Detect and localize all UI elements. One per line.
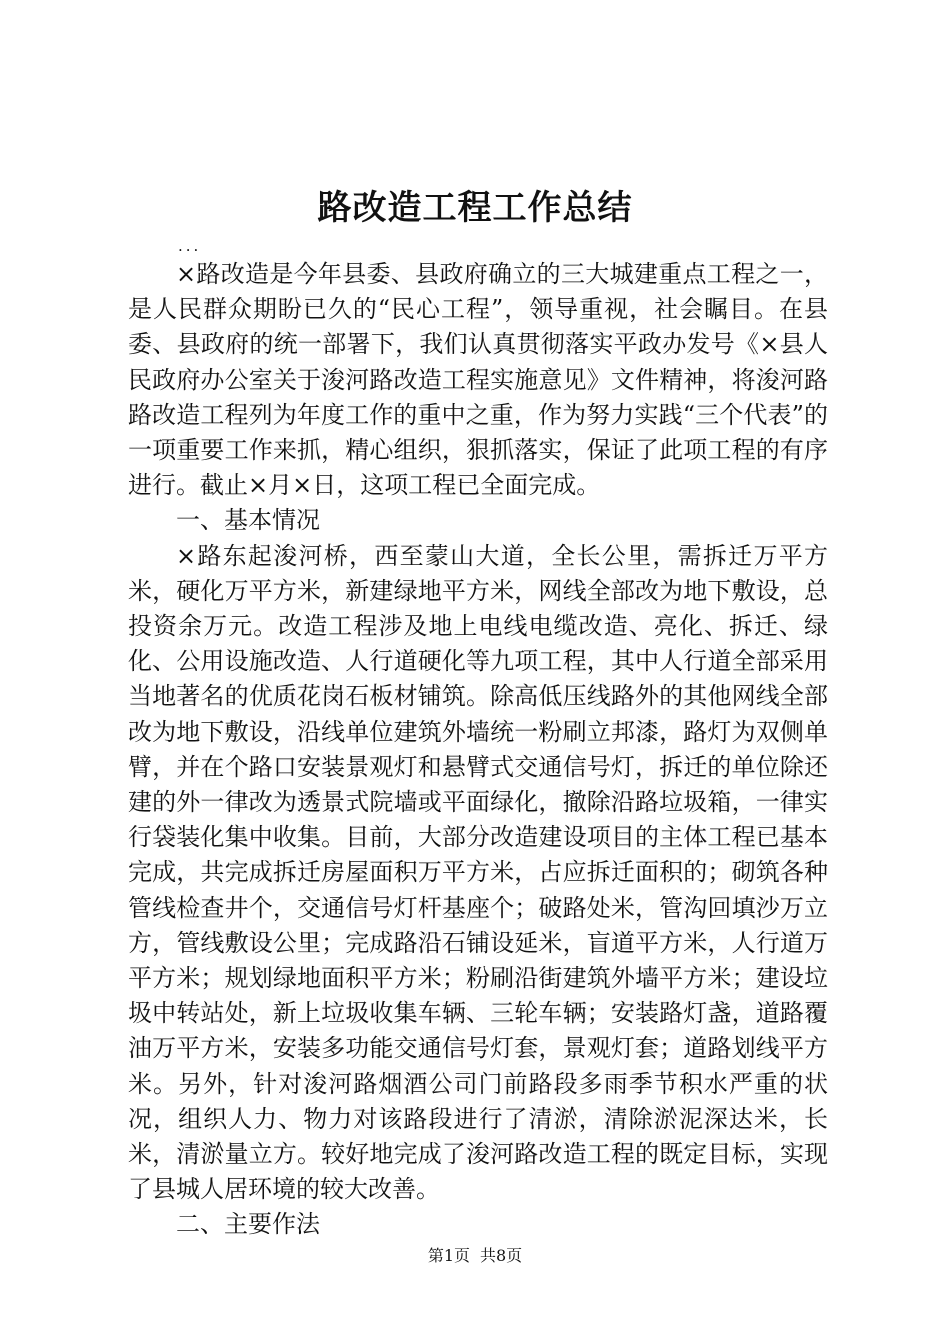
intro-paragraph: ×路改造是今年县委、县政府确立的三大城建重点工程之一，是人民群众期盼已久的“民心工程”，领导重视，社会瞩目。在县委、县政府的统一部署下，我们认真贯彻落实平政办发号《×县人民政府办公室关于浚河路改造工程实施意见》文件精神，将浚河路路改造工程列为年度工作的重中之重，作为努力实践“三个代表”的一项重要工作来抓，精心组织，狠抓落实，保证了此项工程的有序进行。截止×月×日，这项工程已全面完成。 — [128, 260, 828, 500]
document-title: 路改造工程工作总结 — [317, 188, 633, 228]
basic-situation-paragraph: ×路东起浚河桥，西至蒙山大道，全长公里，需拆迁万平方米，硬化万平方米，新建绿地平方米，网线全部改为地下敷设，总投资余万元。改造工程涉及地上电线电缆改造、亮化、拆迁、绿化、公用设施改造、人行道硬化等九项工程，其中人行道全部采用当地著名的优质花岗石板材铺筑。除高低压线路外的其他网线全部改为地下敷设，沿线单位建筑外墙统一粉刷立邦漆，路灯为双侧单臂，并在个路口安装景观灯和悬臂式交通信号灯，拆迁的单位除还建的外一律改为透景式院墙或平面绿化，撤除沿路垃圾箱，一律实行袋装化集中收集。目前，大部分改造建设项目的主体工程已基本完成，共完成拆迁房屋面积万平方米，占应拆迁面积的；砌筑各种管线检查井个，交通信号灯杆基座个；破路处米，管沟回填沙万立方，管线敷设公里；完成路沿石铺设延米，盲道平方米，人行道万平方米；规划绿地面积平方米；粉刷沿街建筑外墙平方米；建设垃圾中转站处，新上垃圾收集车辆、三轮车辆；安装路灯盏，道路覆油万平方米，安装多功能交通信号灯套，景观灯套；道路划线平方米。另外，针对浚河路烟酒公司门前路段多雨季节积水严重的状况，组织人力、物力对该路段进行了清淤，清除淤泥深达米，长米，清淤量立方。较好地完成了浚河路改造工程的既定目标，实现了县城人居环境的较大改善。 — [128, 541, 828, 1204]
page-number: 第1页 — [427, 1246, 470, 1265]
section-heading-basic-situation: 一、基本情况 — [176, 506, 320, 535]
page-footer — [0, 1245, 950, 1267]
document-body — [128, 257, 828, 1243]
section-heading-main-methods: 二、主要作法 — [176, 1210, 320, 1239]
page-total: 共8页 — [480, 1246, 523, 1265]
ellipsis-marker: ... — [178, 237, 202, 255]
